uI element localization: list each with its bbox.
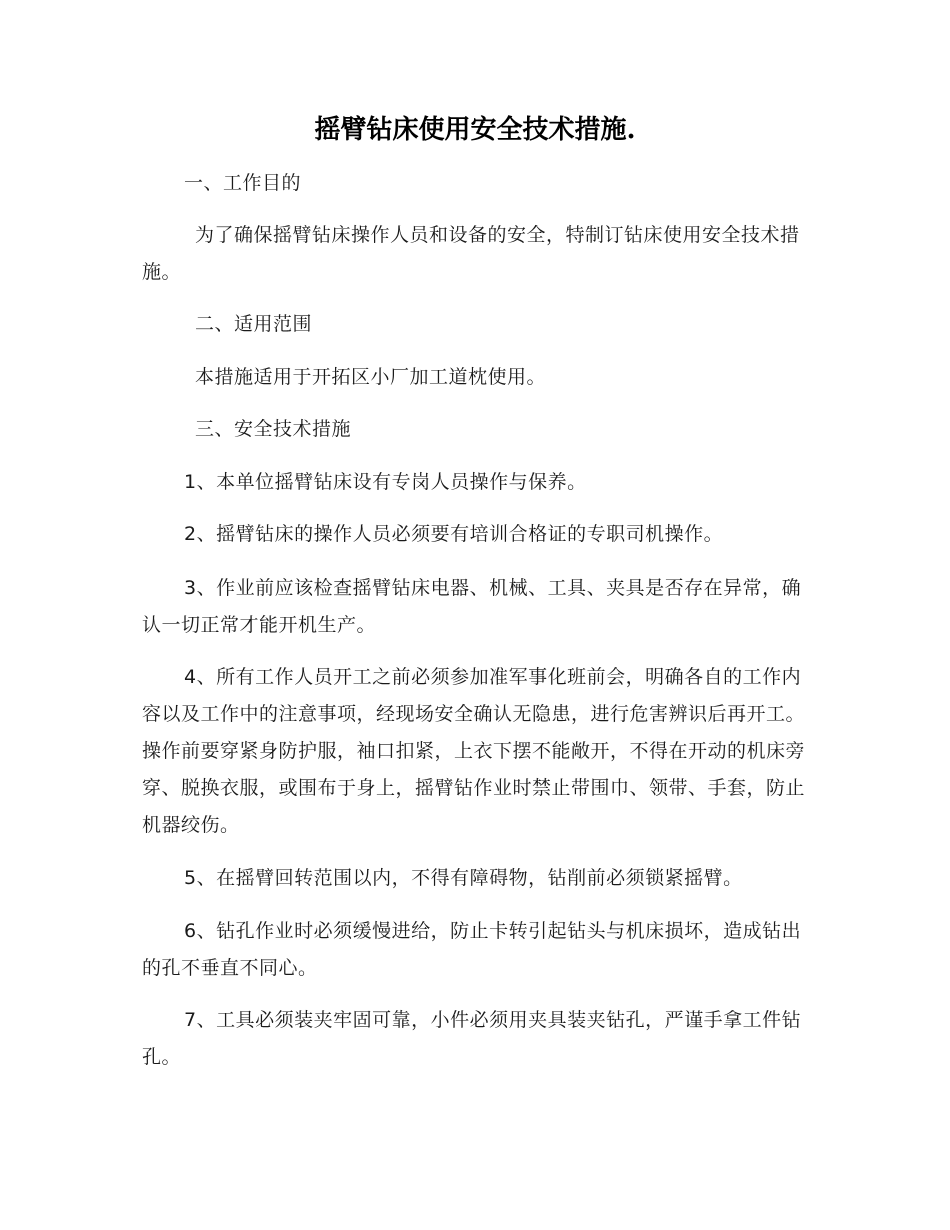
section-heading-measures: 三、安全技术措施 (195, 418, 352, 440)
paragraph-purpose: 为了确保摇臂钻床操作人员和设备的安全，特制订钻床使用安全技术措施。 (142, 224, 800, 283)
section-heading-purpose: 一、工作目的 (184, 172, 302, 194)
list-item-7: 7、工具必须装夹牢固可靠，小件必须用夹具装夹钻孔，严谨手拿工件钻孔。 (142, 1009, 802, 1068)
section-heading-scope: 二、适用范围 (195, 313, 313, 335)
list-item-2: 2、摇臂钻床的操作人员必须要有培训合格证的专职司机操作。 (184, 523, 724, 545)
list-item-5: 5、在摇臂回转范围以内，不得有障碍物，钻削前必须锁紧摇臂。 (184, 867, 743, 889)
list-item-6: 6、钻孔作业时必须缓慢进给，防止卡转引起钻头与机床损坏，造成钻出的孔不垂直不同心。 (142, 920, 802, 979)
document-title: 摇臂钻床使用安全技术措施. (314, 115, 636, 145)
list-item-3: 3、作业前应该检查摇臂钻床电器、机械、工具、夹具是否存在异常，确认一切正常才能开机生产。 (142, 577, 802, 636)
list-item-4: 4、所有工作人员开工之前必须参加准军事化班前会，明确各自的工作内容以及工作中的注意事项，经现场安全确认无隐患，进行危害辨识后再开工。操作前要穿紧身防护服，袖口扣紧，上衣下摆不能敞开，不得在开动的机床旁穿、脱换衣服，或围布于身上，摇臂钻作业时禁止带围巾、领带、手套，防止机器绞伤。 (142, 666, 806, 836)
paragraph-scope: 本措施适用于开拓区小厂加工道枕使用。 (195, 366, 547, 388)
list-item-1: 1、本单位摇臂钻床设有专岗人员操作与保养。 (184, 471, 587, 493)
